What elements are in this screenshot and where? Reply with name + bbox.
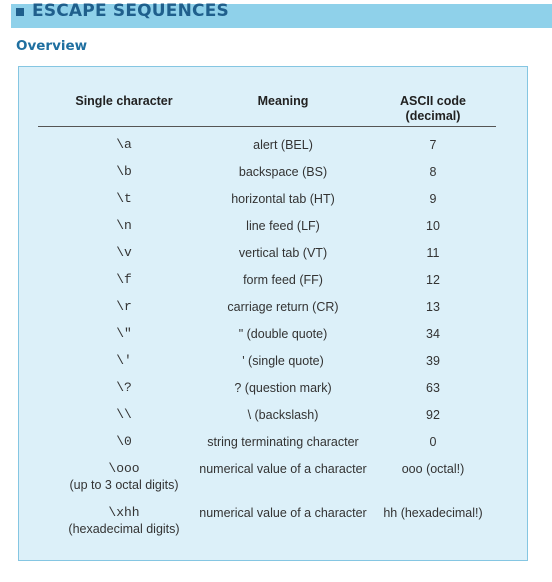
- table-row: [38, 353, 496, 373]
- escape-char: \n: [116, 218, 132, 233]
- ascii-code: 0: [429, 435, 437, 449]
- ascii-code: 7: [429, 138, 437, 152]
- table-row: [38, 299, 496, 319]
- meaning: ' (single quote): [242, 354, 324, 368]
- header-divider: [38, 126, 496, 127]
- escape-char: \": [116, 326, 132, 341]
- escape-char: \a: [116, 137, 132, 152]
- header-ascii-line2: (decimal): [405, 109, 461, 123]
- ascii-code: 13: [426, 300, 440, 314]
- header-ascii-code: [368, 94, 498, 124]
- meaning: form feed (FF): [243, 273, 323, 287]
- meaning: string terminating character: [207, 435, 359, 449]
- table-row: [38, 380, 496, 400]
- ascii-code: ooo (octal!): [401, 462, 465, 476]
- ascii-code: 39: [426, 354, 440, 368]
- escape-char: \\: [116, 407, 132, 422]
- escape-char: \': [116, 353, 132, 368]
- table-row: [38, 434, 496, 454]
- ascii-code: 63: [426, 381, 440, 395]
- header-single-character: Single character: [75, 94, 173, 108]
- escape-char: \t: [116, 191, 132, 206]
- meaning: numerical value of a character: [199, 506, 367, 520]
- escape-char: \?: [116, 380, 132, 395]
- table-row: [38, 218, 496, 238]
- table-row: [38, 272, 496, 292]
- meaning: line feed (LF): [246, 219, 320, 233]
- square-bullet-icon: [16, 8, 24, 16]
- escape-char-note: (hexadecimal digits): [68, 522, 180, 536]
- meaning: ? (question mark): [234, 381, 332, 395]
- table-row: [38, 326, 496, 346]
- escape-char: \ooo: [108, 461, 140, 476]
- header-ascii-line1: ASCII code: [400, 94, 466, 108]
- ascii-code: 10: [426, 219, 440, 233]
- escape-char: \0: [116, 434, 132, 449]
- ascii-code: 34: [426, 327, 440, 341]
- escape-char: \b: [116, 164, 132, 179]
- escape-char: \v: [116, 245, 132, 260]
- ascii-code: 92: [426, 408, 440, 422]
- meaning: vertical tab (VT): [238, 246, 328, 260]
- escape-char: \r: [116, 299, 132, 314]
- escape-char: \xhh: [108, 505, 140, 520]
- table-row: [38, 407, 496, 427]
- meaning: alert (BEL): [253, 138, 313, 152]
- ascii-code: 11: [426, 246, 440, 260]
- table-row: [38, 461, 496, 497]
- page-title: ESCAPE SEQUENCES: [32, 1, 229, 21]
- table-row: [38, 137, 496, 157]
- ascii-code: 8: [429, 165, 437, 179]
- ascii-code: 12: [426, 273, 440, 287]
- header-meaning: Meaning: [257, 94, 309, 108]
- ascii-code: 9: [429, 192, 437, 206]
- meaning: " (double quote): [238, 327, 328, 341]
- meaning: \ (backslash): [247, 408, 319, 422]
- meaning: carriage return (CR): [227, 300, 339, 314]
- table-row: [38, 191, 496, 211]
- escape-char-note: (up to 3 octal digits): [69, 478, 179, 492]
- escape-char: \f: [116, 272, 132, 287]
- table-row: [38, 164, 496, 184]
- ascii-code: hh (hexadecimal!): [383, 506, 483, 520]
- section-heading: Overview: [16, 38, 88, 54]
- table-row: [38, 245, 496, 265]
- table-row: [38, 505, 496, 541]
- meaning: horizontal tab (HT): [231, 192, 335, 206]
- meaning: backspace (BS): [238, 165, 328, 179]
- meaning: numerical value of a character: [199, 462, 367, 476]
